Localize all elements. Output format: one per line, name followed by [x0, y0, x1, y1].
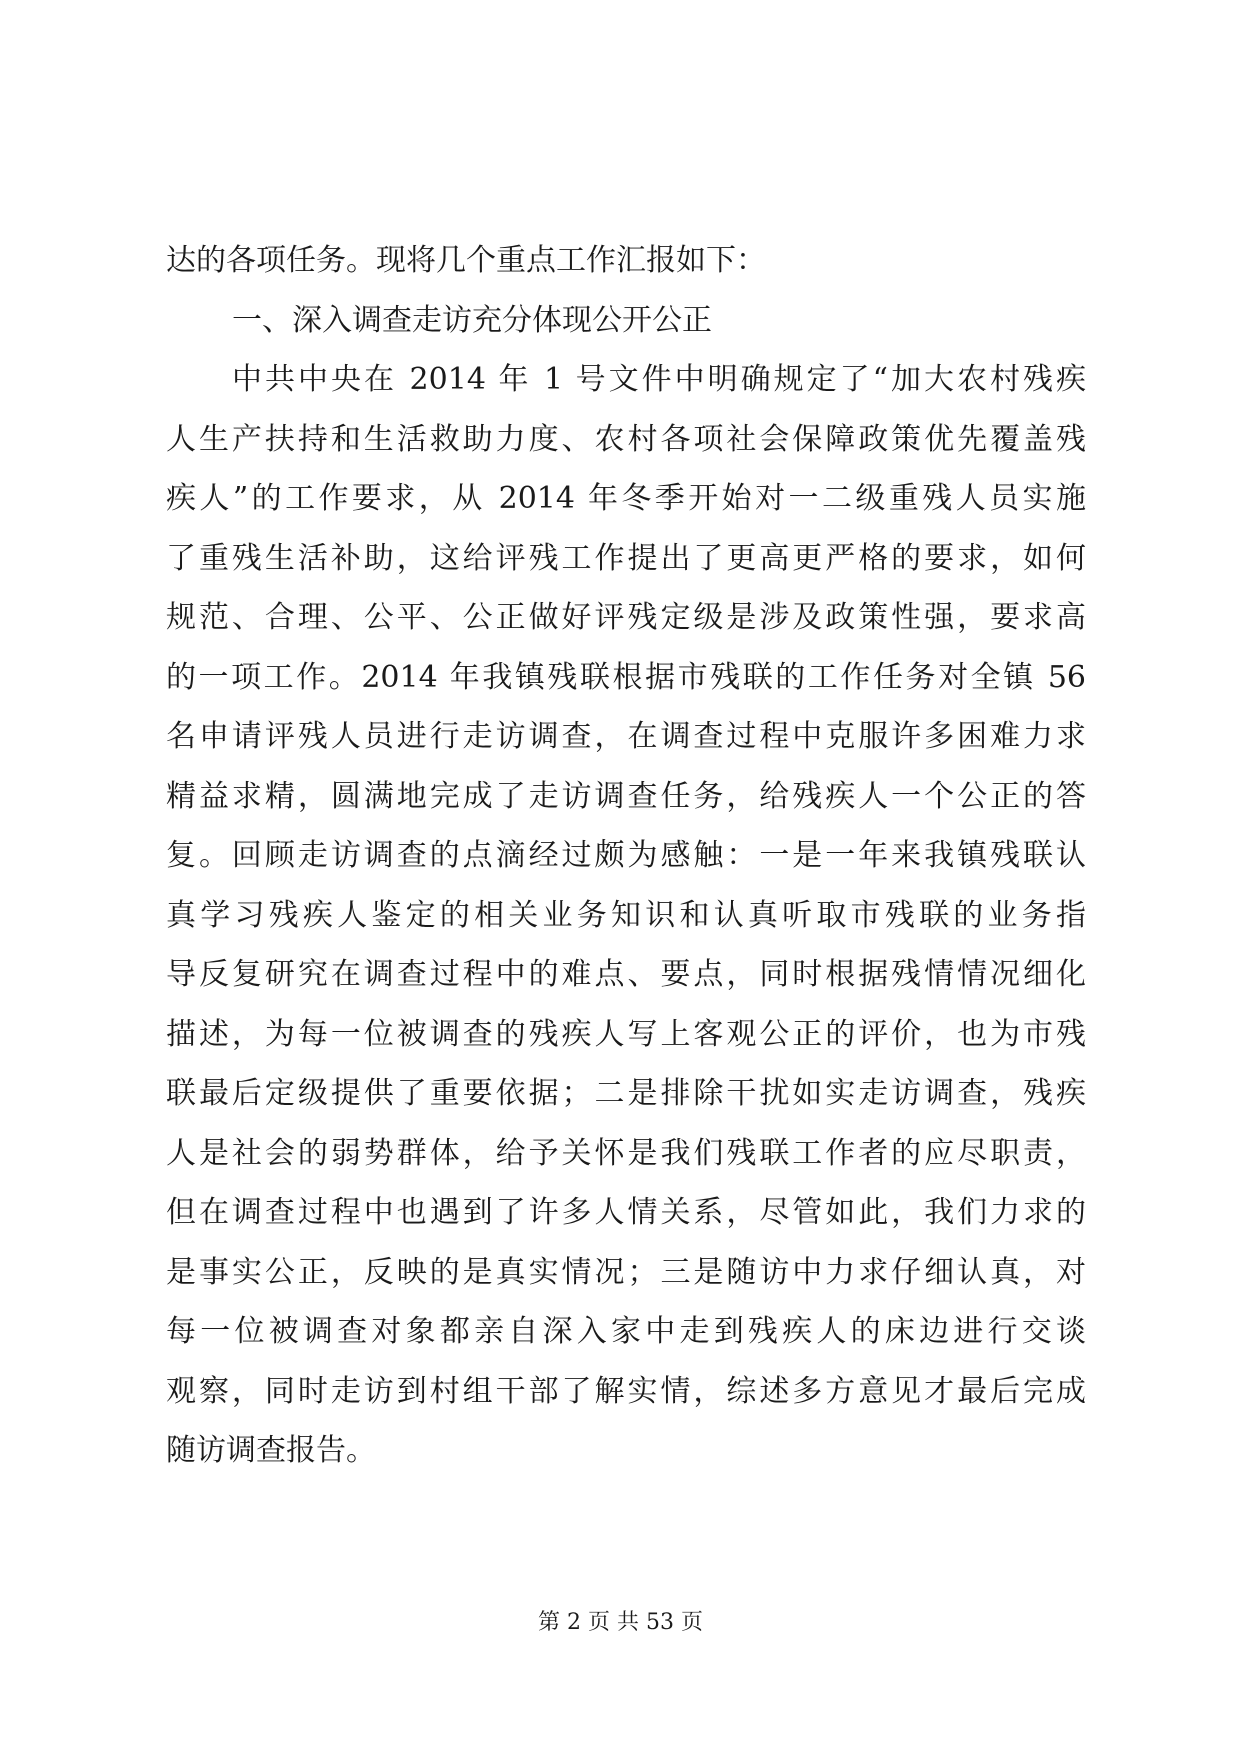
text-line: 人是社会的弱势群体，给予关怀是我们残联工作者的应尽职责，	[166, 1135, 1086, 1171]
text-line: 描述，为每一位被调查的残疾人写上客观公正的评价，也为市残	[166, 1016, 1086, 1052]
section-heading: 一、深入调查走访充分体现公开公正	[232, 302, 712, 338]
text-line: 规范、合理、公平、公正做好评残定级是涉及政策性强，要求高	[166, 600, 1086, 635]
text-line: 但在调查过程中也遇到了许多人情关系，尽管如此，我们力求的	[166, 1195, 1086, 1230]
text-line: 了重残生活补助，这给评残工作提出了更高更严格的要求，如何	[166, 540, 1086, 576]
text-line: 达的各项任务。现将几个重点工作汇报如下：	[166, 243, 766, 278]
text-line: 真学习残疾人鉴定的相关业务知识和认真听取市残联的业务指	[166, 897, 1086, 933]
text-line: 名申请评残人员进行走访调查，在调查过程中克服许多困难力求	[166, 719, 1086, 754]
text-line: 联最后定级提供了重要依据；二是排除干扰如实走访调查，残疾	[166, 1076, 1086, 1111]
text-line: 是事实公正，反映的是真实情况；三是随访中力求仔细认真，对	[166, 1254, 1086, 1290]
text-line: 人生产扶持和生活救助力度、农村各项社会保障政策优先覆盖残	[166, 421, 1086, 457]
body-text	[166, 231, 1086, 1481]
page-number-footer: 第 2 页 共 53 页	[538, 1610, 703, 1635]
text-line: 随访调查报告。	[166, 1433, 376, 1468]
text-line: 每一位被调查对象都亲自深入家中走到残疾人的床边进行交谈	[166, 1314, 1086, 1349]
text-line: 中共中央在 2014 年 1 号文件中明确规定了“加大农村残疾	[232, 362, 1086, 397]
text-line: 精益求精，圆满地完成了走访调查任务，给残疾人一个公正的答	[166, 778, 1086, 814]
text-line: 复。回顾走访调查的点滴经过颇为感触：一是一年来我镇残联认	[166, 838, 1086, 873]
text-line: 导反复研究在调查过程中的难点、要点，同时根据残情情况细化	[166, 957, 1086, 992]
text-line: 的一项工作。2014 年我镇残联根据市残联的工作任务对全镇 56	[166, 659, 1086, 695]
text-line: 疾人”的工作要求，从 2014 年冬季开始对一二级重残人员实施	[166, 481, 1086, 516]
text-line: 观察，同时走访到村组干部了解实情，综述多方意见才最后完成	[166, 1373, 1086, 1409]
